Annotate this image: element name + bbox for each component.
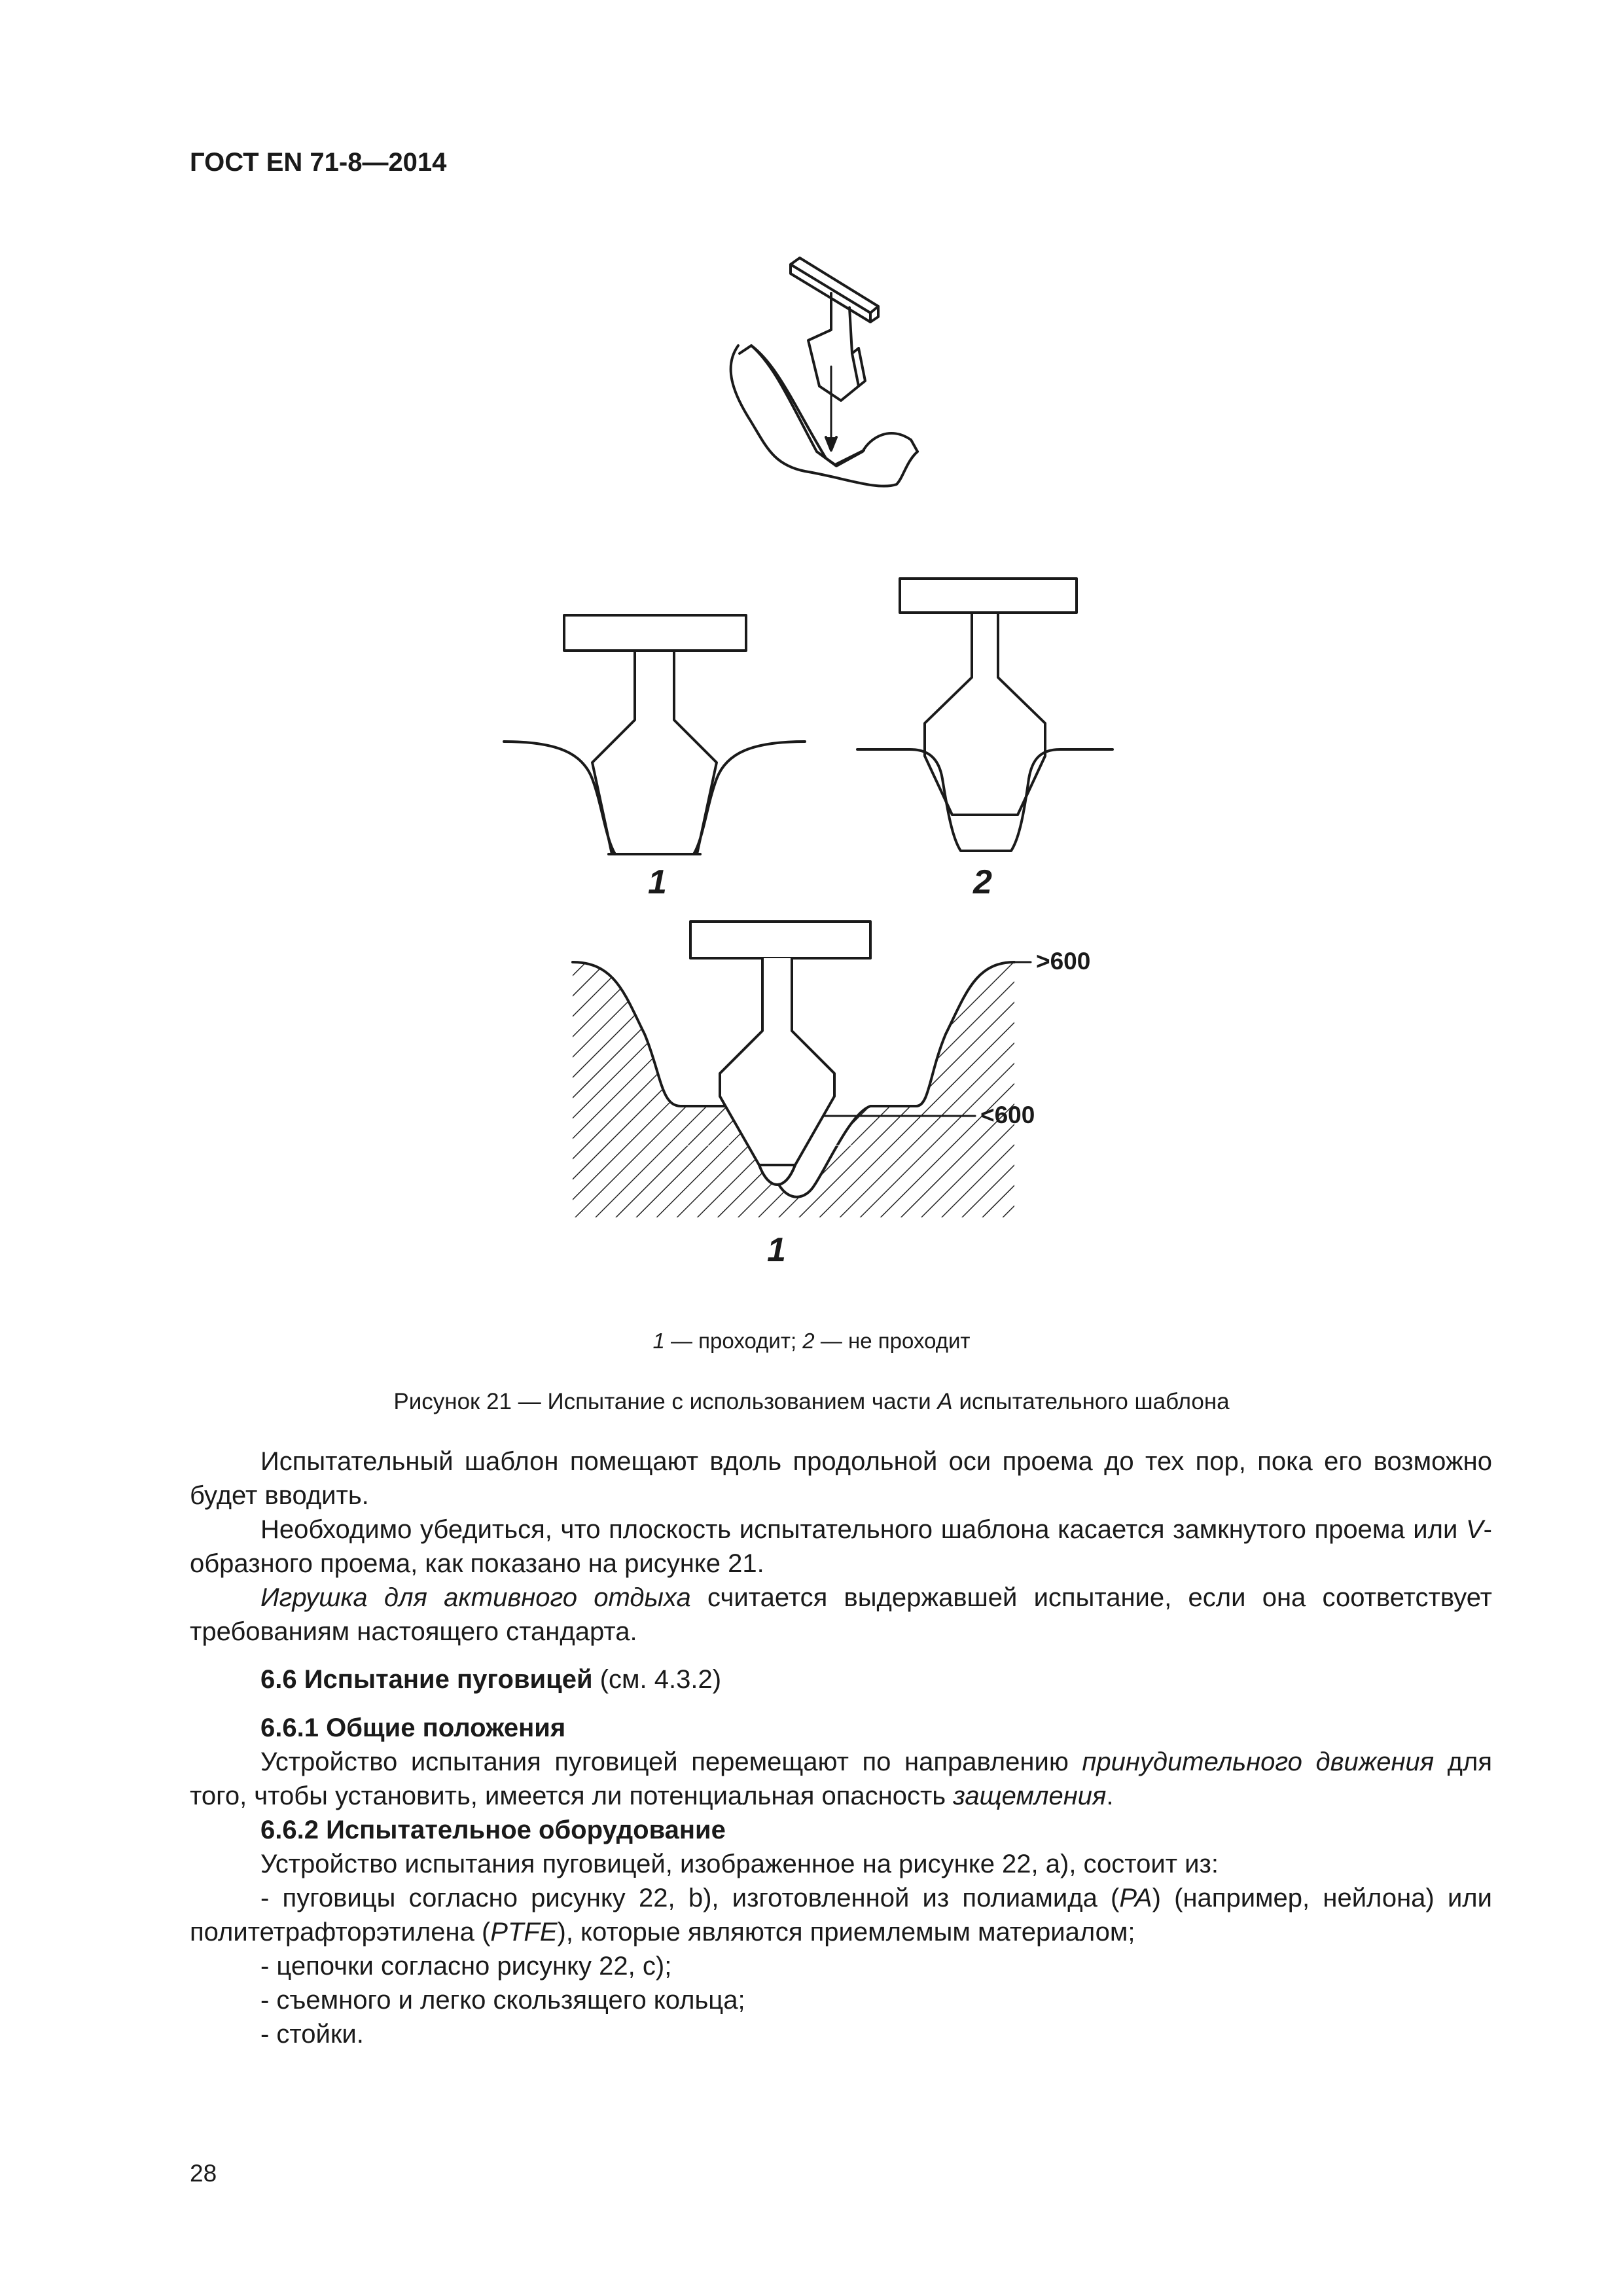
section-6-6-1-title: 6.6.1 Общие положения [260,1713,566,1742]
p3-italic: Игрушка для активного отдыха [260,1583,691,1612]
section-6-6-1-text [190,1745,1492,1813]
section-6-6 [190,1662,1492,1696]
dimension-upper-label: >600 [1036,948,1091,975]
s661-italic-1: принудительного движения [1082,1748,1435,1776]
s661-end: . [1106,1782,1114,1810]
p2-v: V [1465,1515,1484,1544]
p3-post: считается выдержавшей испытание, если она соответствует требованиям настоящего стандарта. [190,1583,1493,1646]
section-6-6-ref: (см. 4.3.2) [592,1665,722,1694]
paragraph-2 [190,1513,1492,1581]
legend-num-2: 2 [802,1329,815,1353]
section-6-6-2-title: 6.6.2 Испытательное оборудование [260,1816,726,1844]
figure-legend [0,1329,1623,1354]
section-6-6-heading [190,1662,1492,1696]
s661-mid: для того, чтобы установить, имеется ли потенциальная опасность [190,1748,1493,1810]
view-1-label: 1 [648,863,667,901]
paragraph-3 [190,1581,1492,1649]
paragraph-1: Испытательный шаблон помещают вдоль продольной оси проема до тех пор, пока его возможно будет вводить. [190,1447,1492,1510]
list-item-2: - цепочки согласно рисунку 22, с); [260,1952,672,1981]
li1-post: ), которые являются приемлемым материалом; [557,1918,1135,1946]
view-3-hatched [573,922,1031,1217]
view-3-label: 1 [767,1231,786,1269]
list-item-3: - съемного и легко скользящего кольца; [260,1986,745,2015]
legend-num-1: 1 [652,1329,665,1353]
section-6-6-1 [190,1711,1492,2051]
li1-mid: ) (например, нейлона) или политетрафторэтилена ( [190,1884,1492,1946]
dimension-lower-label: <600 [980,1102,1035,1128]
section-6-6-title: 6.6 Испытание пуговицей [260,1665,593,1694]
p2-post: -образного проема, как показано на рисунке 21. [190,1515,1492,1578]
section-6-6-2-text: Устройство испытания пуговицей, изображенное на рисунке 22, а), состоит из: [260,1850,1219,1878]
list-item-4: - стойки. [260,2020,364,2049]
p2-pre: Необходимо убедиться, что плоскость испытательного шаблона касается замкнутого проема или [260,1515,1466,1544]
list-item-1 [190,1881,1492,1949]
caption-post: испытательного шаблона [952,1389,1230,1414]
legend-text-1: — проходит; [664,1329,803,1353]
li1-ptfe: PTFE [490,1918,558,1946]
li1-pa: РА [1119,1884,1152,1912]
page-number: 28 [190,2160,217,2187]
body-text-top [190,1444,1492,1649]
document-code-header: ГОСТ EN 71-8—2014 [190,148,447,177]
view-1-passes [504,615,805,854]
figure-caption [0,1389,1623,1415]
s661-pre: Устройство испытания пуговицей перемещают по направлению [260,1748,1082,1776]
s661-italic-2: защемления [953,1782,1107,1810]
view-2-fails [857,579,1113,851]
isometric-view [731,258,918,486]
caption-pre: Рисунок 21 — Испытание с использованием части [393,1389,938,1414]
li1-pre: - пуговицы согласно рисунку 22, b), изготовленной из полиамида ( [260,1884,1120,1912]
caption-part: А [937,1389,953,1414]
view-2-label: 2 [973,863,992,901]
legend-text-2: — не проходит [814,1329,971,1353]
